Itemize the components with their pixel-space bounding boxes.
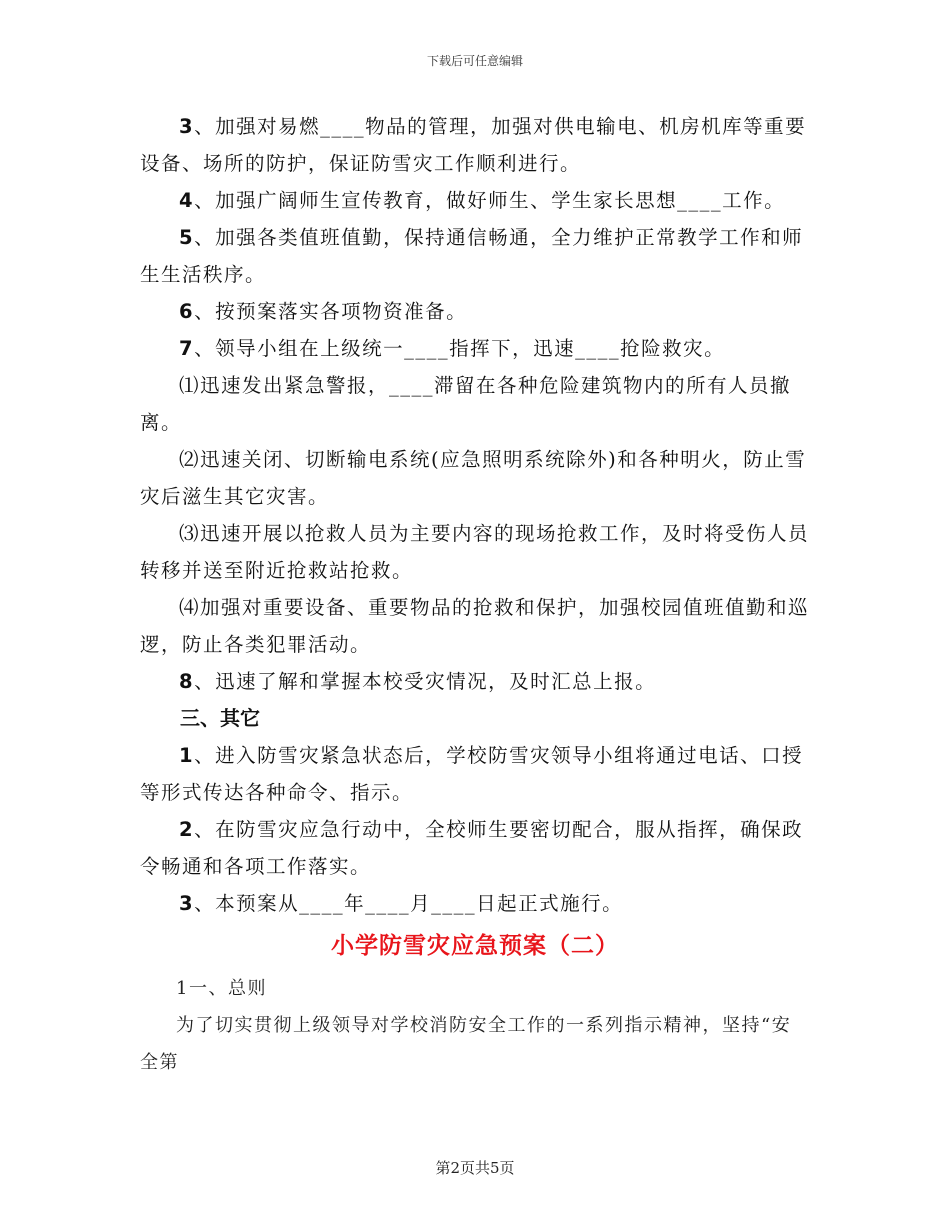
item-number: 6	[179, 300, 195, 323]
item-text: 、加强广阔师生宣传教育，做好师生、学生家长思想____工作。	[194, 189, 786, 212]
item-text: 、迅速了解和掌握本校受灾情况，及时汇总上报。	[194, 670, 657, 693]
document-body	[140, 108, 810, 1081]
item-number: 2	[179, 818, 195, 841]
section3-item-1	[140, 737, 810, 811]
section3-item-3	[140, 885, 810, 922]
item-text: 、在防雪灾应急行动中，全校师生要密切配合，服从指挥，确保政令畅通和各项工作落实。	[140, 818, 804, 878]
paragraph-item-7	[140, 330, 810, 367]
item-text: 、加强对易燃____物品的管理，加强对供电输电、机房机库等重要设备、场所的防护，保证防雪灾工作顺利进行。	[140, 115, 807, 175]
sub-item-2	[140, 441, 810, 515]
item-number: 8	[179, 670, 195, 693]
item-text: 、按预案落实各项物资准备。	[194, 300, 468, 323]
item-number: 5	[179, 226, 195, 249]
page-header: 下载后可任意编辑	[426, 54, 523, 68]
item-text: 、领导小组在上级统一____指挥下，迅速____抢险救灾。	[194, 337, 726, 360]
item-number: 1	[179, 744, 195, 767]
part2-intro: 为了切实贯彻上级领导对学校消防安全工作的一系列指示精神，坚持“安全第	[140, 1015, 792, 1073]
item-number: 4	[179, 189, 195, 212]
paragraph-item-6	[140, 293, 810, 330]
part2-subheading: 1一、总则	[176, 978, 267, 999]
item-text: 、加强各类值班值勤，保持通信畅通，全力维护正常教学工作和师生生活秩序。	[140, 226, 804, 286]
paragraph-item-8	[140, 663, 810, 700]
page-footer: 第2页共5页	[435, 1159, 515, 1177]
section3-item-2	[140, 811, 810, 885]
item-text: 、进入防雪灾紧急状态后，学校防雪灾领导小组将通过电话、口授等形式传达各种命令、指示。	[140, 744, 804, 804]
item-text: ⑵迅速关闭、切断输电系统(应急照明系统除外)和各种明火，防止雪灾后滋生其它灾害。	[140, 448, 807, 508]
paragraph-item-4	[140, 182, 810, 219]
item-number: 3	[179, 115, 195, 138]
item-number: 7	[179, 337, 195, 360]
sub-item-3	[140, 515, 810, 589]
sub-item-1	[140, 367, 810, 441]
part2-title: 小学防雪灾应急预案（二）	[331, 933, 619, 959]
section-heading-other: 三、其它	[180, 706, 260, 730]
sub-item-4	[140, 589, 810, 663]
item-text: ⑷加强对重要设备、重要物品的抢救和保护，加强校园值班值勤和巡逻，防止各类犯罪活动。	[140, 596, 810, 656]
paragraph-item-3	[140, 108, 810, 182]
item-text: ⑴迅速发出紧急警报，____滞留在各种危险建筑物内的所有人员撤离。	[140, 374, 792, 434]
paragraph-item-5	[140, 219, 810, 293]
item-text: ⑶迅速开展以抢救人员为主要内容的现场抢救工作，及时将受伤人员转移并送至附近抢救站抢救。	[140, 522, 810, 582]
item-text: 、本预案从____年____月____日起正式施行。	[194, 892, 624, 915]
item-number: 3	[179, 892, 195, 915]
